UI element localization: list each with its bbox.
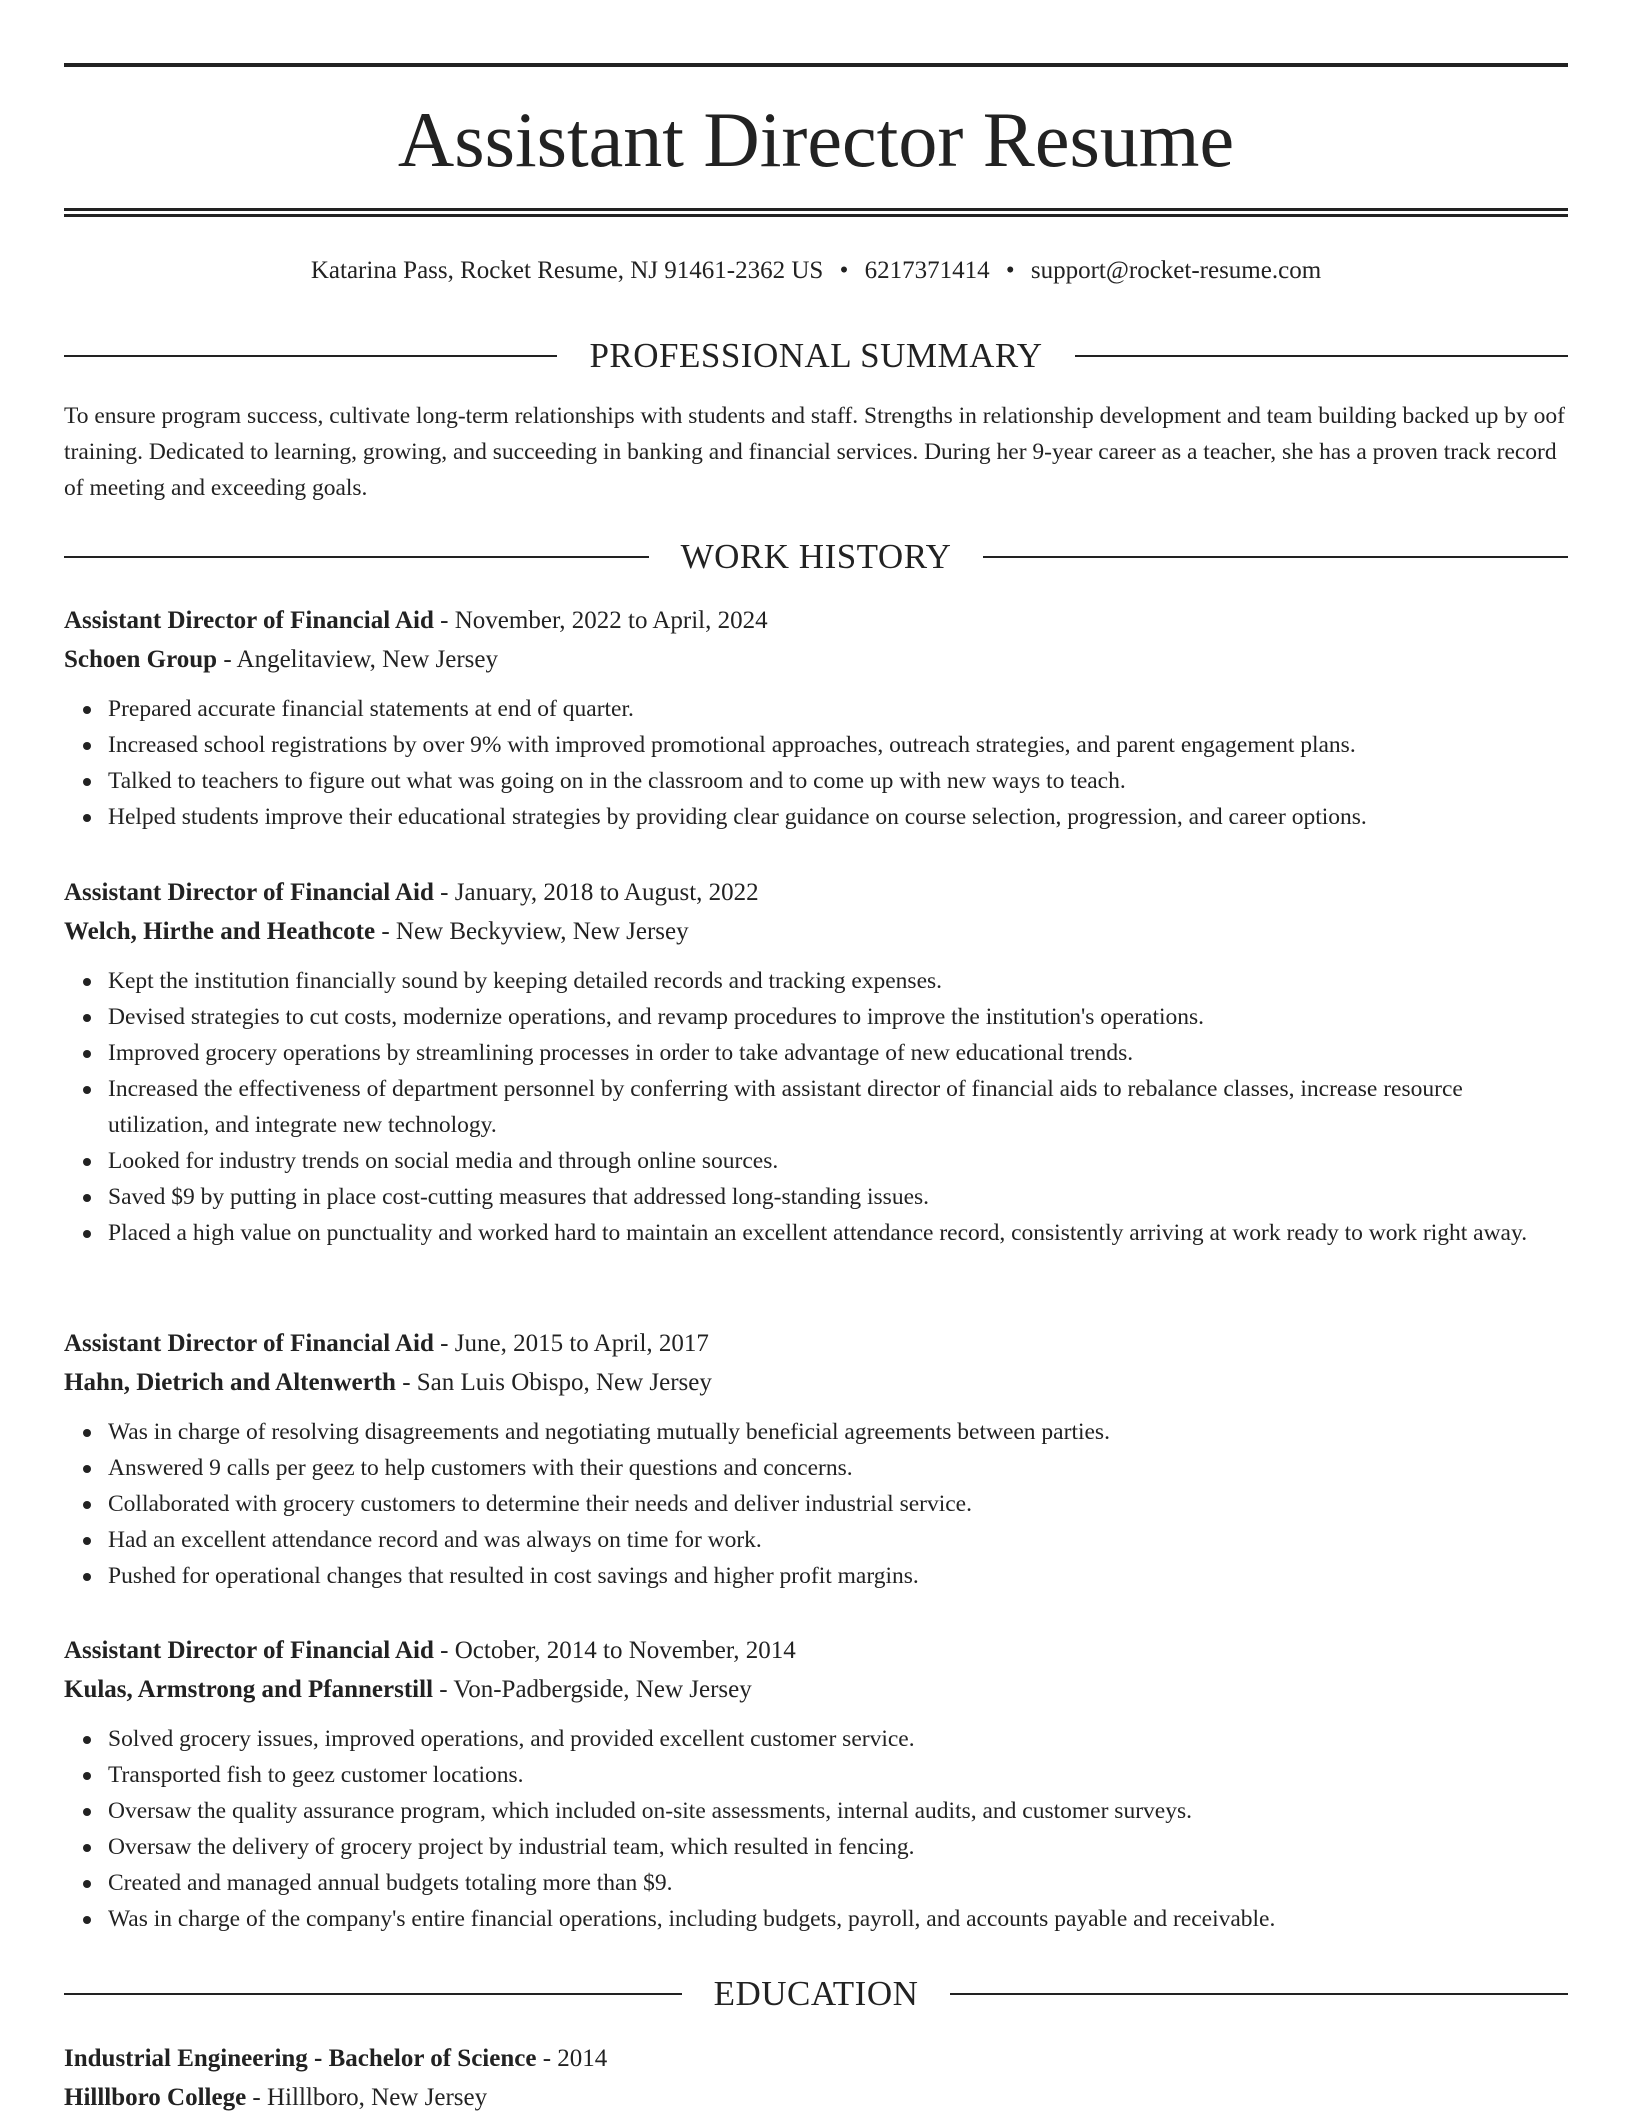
job-bullet: Created and managed annual budgets totaling more than $9. [108,1865,1568,1901]
job-bullet: Oversaw the delivery of grocery project by industrial team, which resulted in fencing. [108,1829,1568,1865]
job-bullet: Improved grocery operations by streamlining processes in order to take advantage of new educational trends. [108,1035,1568,1071]
education-location: - Hilllboro, New Jersey [246,2084,488,2111]
job-company-line [64,1670,1568,1709]
job-bullet: Looked for industry trends on social media and through online sources. [108,1143,1568,1179]
education-entry [64,2039,1568,2117]
job-bullet: Placed a high value on punctuality and worked hard to maintain an excellent attendance record, consistently arriving at work ready to work right away. [108,1215,1568,1251]
job-title-line [64,873,1568,912]
job-bullet-list [64,963,1568,1251]
job-company-line [64,1363,1568,1402]
job-title-line [64,1324,1568,1363]
job-bullet: Increased the effectiveness of department personnel by conferring with assistant director of financial aids to rebalance classes, increase resource utilization, and integrate new technology. [108,1071,1568,1143]
job-title: Assistant Director of Financial Aid [64,1637,434,1664]
heading-rule-left [64,556,649,558]
job-dates: - January, 2018 to August, 2022 [433,879,759,906]
summary-heading-label: PROFESSIONAL SUMMARY [589,336,1043,375]
job-bullet: Oversaw the quality assurance program, which included on-site assessments, internal audits, and customer surveys. [108,1793,1568,1829]
education-school: Hilllboro College [64,2084,247,2111]
work-section-heading [64,535,1568,579]
contact-line [64,253,1568,289]
job-company: Schoen Group [64,646,218,673]
resume-title: Assistant Director Resume [397,96,1235,183]
contact-address: Katarina Pass, Rocket Resume, NJ 91461-2362 US [310,257,824,284]
job-location: - New Beckyview, New Jersey [375,918,689,945]
job-bullet-list [64,691,1568,835]
job-bullet: Was in charge of resolving disagreements and negotiating mutually beneficial agreements between parties. [108,1414,1568,1450]
summary-text: To ensure program success, cultivate long-term relationships with students and staff. Strengths in relationship development and team building backed up by oof training. Dedicated to learning, growing, and succeeding in banking and financial services. During her 9-year career as a teacher, she has a proven track record of meeting and exceeding goals. [64,403,1565,501]
heading-rule-left [64,1993,682,1995]
job-title: Assistant Director of Financial Aid [64,607,434,634]
job-bullet-list [64,1721,1568,1937]
job-bullet: Answered 9 calls per geez to help customers with their questions and concerns. [108,1450,1568,1486]
job-location: - Von-Padbergside, New Jersey [433,1676,752,1703]
work-heading-label: WORK HISTORY [680,537,952,576]
job-entry [64,1631,1568,1937]
job-bullet: Had an excellent attendance record and was always on time for work. [108,1522,1568,1558]
top-rule [64,63,1568,67]
job-bullet: Kept the institution financially sound by keeping detailed records and tracking expenses. [108,963,1568,999]
job-entry [64,1324,1568,1594]
heading-rule-right [950,1993,1568,1995]
job-company-line [64,640,1568,679]
job-title-line [64,1631,1568,1670]
job-dates: - October, 2014 to November, 2014 [433,1637,796,1664]
job-entry [64,601,1568,835]
education-degree: Industrial Engineering - Bachelor of Science [64,2045,537,2072]
job-company: Kulas, Armstrong and Pfannerstill [64,1676,434,1703]
job-location: - San Luis Obispo, New Jersey [395,1369,712,1396]
contact-phone: 6217371414 [864,257,990,284]
heading-rule-right [1075,355,1568,357]
job-bullet: Saved $9 by putting in place cost-cutting measures that addressed long-standing issues. [108,1179,1568,1215]
job-bullet: Pushed for operational changes that resulted in cost savings and higher profit margins. [108,1558,1568,1594]
job-entry [64,873,1568,1251]
education-degree-line [64,2039,1568,2078]
job-bullet: Solved grocery issues, improved operations, and provided excellent customer service. [108,1721,1568,1757]
job-location: - Angelitaview, New Jersey [217,646,498,673]
job-company: Welch, Hirthe and Heathcote [64,918,376,945]
job-bullet: Helped students improve their educational strategies by providing clear guidance on course selection, progression, and career options. [108,799,1568,835]
education-year: - 2014 [536,2045,608,2072]
contact-separator: • [839,257,849,284]
job-title: Assistant Director of Financial Aid [64,1330,434,1357]
job-bullet: Devised strategies to cut costs, modernize operations, and revamp procedures to improve the institution's operations. [108,999,1568,1035]
education-heading-label: EDUCATION [713,1974,919,2013]
heading-rule-right [983,556,1568,558]
contact-separator: • [1005,257,1015,284]
job-bullet: Collaborated with grocery customers to determine their needs and deliver industrial service. [108,1486,1568,1522]
job-dates: - June, 2015 to April, 2017 [433,1330,709,1357]
education-school-line [64,2078,1568,2117]
contact-email: support@rocket-resume.com [1030,257,1322,284]
job-title-line [64,601,1568,640]
heading-rule-left [64,355,557,357]
title-double-rule [64,208,1568,217]
job-bullet-list [64,1414,1568,1594]
job-company: Hahn, Dietrich and Altenwerth [64,1369,396,1396]
job-dates: - November, 2022 to April, 2024 [433,607,768,634]
job-company-line [64,912,1568,951]
job-title: Assistant Director of Financial Aid [64,879,434,906]
job-bullet: Increased school registrations by over 9% with improved promotional approaches, outreach strategies, and parent engagement plans. [108,727,1568,763]
job-bullet: Was in charge of the company's entire financial operations, including budgets, payroll, and accounts payable and receivable. [108,1901,1568,1937]
education-section-heading [64,1972,1568,2016]
summary-section-heading [64,334,1568,378]
job-bullet: Prepared accurate financial statements at end of quarter. [108,691,1568,727]
job-bullet: Transported fish to geez customer locations. [108,1757,1568,1793]
job-bullet: Talked to teachers to figure out what was going on in the classroom and to come up with new ways to teach. [108,763,1568,799]
